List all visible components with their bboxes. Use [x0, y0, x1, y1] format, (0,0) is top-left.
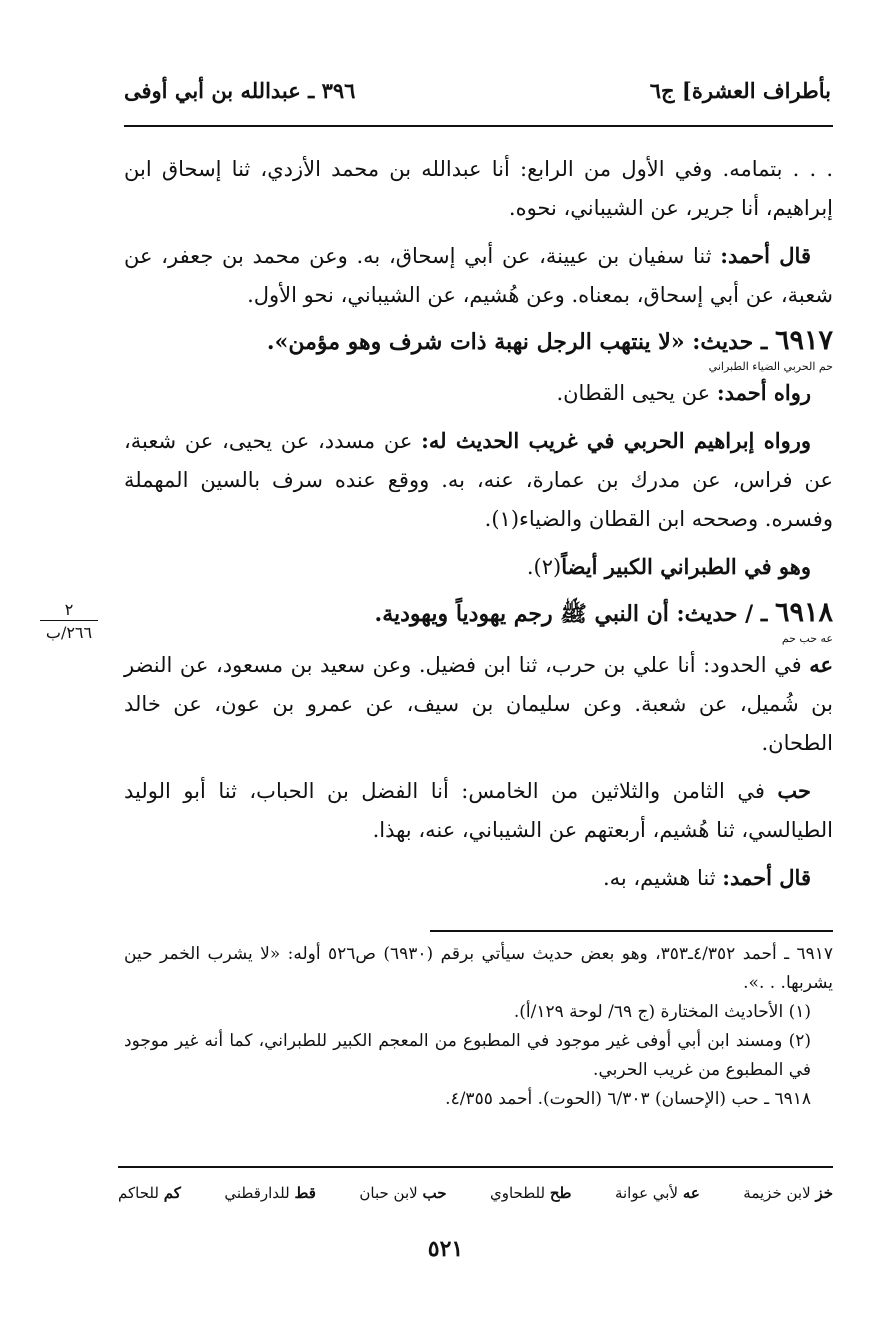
- paragraph-4-text: عن مسدد، عن يحيى، عن شعبة، عن فراس، عن مدرك بن عمارة، عنه، به. ووقع عنده سرف بالسين المهملة وفسره. وصححه ابن القطان والضياء(١).: [124, 429, 833, 531]
- paragraph-7-text: في الثامن والثلاثين من الخامس: أنا الفضل بن الحباب، ثنا أبو الوليد الطيالسي، ثنا هُشيم، أربعتهم عن الشيباني، عنه، بهذا.: [124, 779, 833, 842]
- paragraph-2-lead: قال أحمد:: [720, 243, 811, 268]
- abbreviation-label: للدارقطني: [224, 1184, 290, 1202]
- paragraph-3-text: عن يحيى القطان.: [556, 381, 717, 405]
- abbreviation-label: للحاكم: [118, 1184, 159, 1202]
- footnote-6918: ٦٩١٨ ـ حب (الإحسان) ٦/٣٠٣ (الحوت). أحمد ٤/٣٥٥.: [445, 1089, 811, 1109]
- paragraph-5-text: (٢).: [526, 555, 562, 579]
- paragraph-5: [124, 547, 833, 587]
- margin-manuscript-reference: [40, 600, 98, 642]
- margin-note-divider: [40, 620, 98, 621]
- margin-note-bottom: ٢٦٦/ب: [45, 623, 93, 642]
- hadith-6917-heading: [124, 323, 833, 360]
- abbreviation-item: [359, 1184, 446, 1202]
- hadith-6918-text: ـ / حديث: أن النبي ﷺ رجم يهودياً ويهودية.: [374, 601, 775, 627]
- paragraph-1: [124, 150, 833, 228]
- abbreviation-code: طح: [549, 1184, 572, 1202]
- paragraph-6-lead: عه: [809, 652, 833, 677]
- margin-note-top: ٢: [64, 600, 74, 619]
- paragraph-8: [124, 858, 833, 898]
- paragraph-4-lead: ورواه إبراهيم الحربي في غريب الحديث له:: [421, 428, 811, 453]
- hadith-6917-text: ـ حديث: «لا ينتهب الرجل نهبة ذات شرف وهو مؤمن».: [266, 329, 775, 355]
- abbreviation-code: عه: [682, 1184, 700, 1202]
- footnote-6917: ٦٩١٧ ـ أحمد ٤/٣٥٢ـ٣٥٣، وهو بعض حديث سيأتي برقم (٦٩٣٠) ص٥٢٦ أوله: «لا يشرب الخمر حين يشربها. . .».: [124, 944, 833, 993]
- paragraph-3-lead: رواه أحمد:: [716, 380, 811, 405]
- footnotes: [124, 940, 833, 1114]
- paragraph-7-lead: حب: [777, 778, 811, 803]
- hadith-6918-source-codes: عه حب حم: [781, 632, 833, 645]
- abbreviation-item: [743, 1184, 833, 1202]
- abbreviations-key: [118, 1184, 833, 1202]
- abbreviation-item: [615, 1184, 700, 1202]
- paragraph-3: [124, 373, 833, 413]
- paragraph-8-lead: قال أحمد:: [722, 865, 811, 890]
- abbreviation-label: لأبي عوانة: [614, 1184, 679, 1202]
- footnote-1: (١) الأحاديث المختارة (ج ٦٩/ لوحة ١٢٩/أ).: [513, 1002, 811, 1022]
- paragraph-8-text: ثنا هشيم، به.: [602, 866, 723, 890]
- hadith-6918-heading: [124, 595, 833, 632]
- main-text: [124, 150, 833, 906]
- abbreviation-code: قط: [294, 1184, 316, 1202]
- abbreviation-code: خز: [815, 1184, 833, 1202]
- page-number: ٥٢١: [427, 1236, 464, 1262]
- paragraph-1-text: . . . بتمامه. وفي الأول من الرابع: أنا عبدالله بن محمد الأزدي، ثنا إسحاق ابن إبراهيم، أنا جرير، عن الشيباني، نحوه.: [124, 157, 833, 220]
- hadith-6918-number: ٦٩١٨: [774, 597, 833, 628]
- paragraph-6-text: في الحدود: أنا علي بن حرب، ثنا ابن فضيل. وعن سعيد بن مسعود، عن النضر بن شُميل، عن شعبة. وعن سليمان بن سيف، عن عمرو بن عون، عن خالد الطحان.: [124, 653, 833, 755]
- footnote-2: (٢) ومسند ابن أبي أوفى غير موجود في المطبوع من المعجم الكبير للطبراني، كما أنه غير موجود في المطبوع من غريب الحربي.: [124, 1031, 811, 1080]
- abbreviation-item: [490, 1184, 571, 1202]
- abbreviation-label: للطحاوي: [489, 1184, 546, 1202]
- paragraph-4: [124, 421, 833, 539]
- abbreviation-code: كم: [163, 1184, 181, 1202]
- abbreviations-rule: [118, 1166, 833, 1168]
- hadith-6917-number: ٦٩١٧: [774, 325, 833, 356]
- footnote-rule: [430, 930, 833, 932]
- abbreviation-item: [224, 1184, 316, 1202]
- paragraph-2-text: ثنا سفيان بن عيينة، عن أبي إسحاق، به. وعن محمد بن جعفر، عن شعبة، عن أبي إسحاق، بمعناه. وعن هُشيم، عن الشيباني، نحو الأول.: [124, 244, 833, 307]
- running-header-book-title: بأطراف العشرة] ج٦: [649, 78, 831, 103]
- abbreviation-item: [118, 1184, 181, 1202]
- running-header-section-title: ٣٩٦ ـ عبدالله بن أبي أوفى: [124, 78, 356, 103]
- abbreviation-label: لابن خزيمة: [743, 1184, 811, 1202]
- abbreviation-label: لابن حبان: [359, 1184, 418, 1202]
- paragraph-5-lead: وهو في الطبراني الكبير أيضاً: [561, 554, 811, 579]
- paragraph-7: [124, 771, 833, 850]
- hadith-6917-source-codes: حم الحربي الضياء الطبراني: [708, 360, 833, 373]
- header-rule: [124, 125, 833, 127]
- paragraph-2: [124, 236, 833, 315]
- paragraph-6: [124, 645, 833, 763]
- abbreviation-code: حب: [422, 1184, 447, 1202]
